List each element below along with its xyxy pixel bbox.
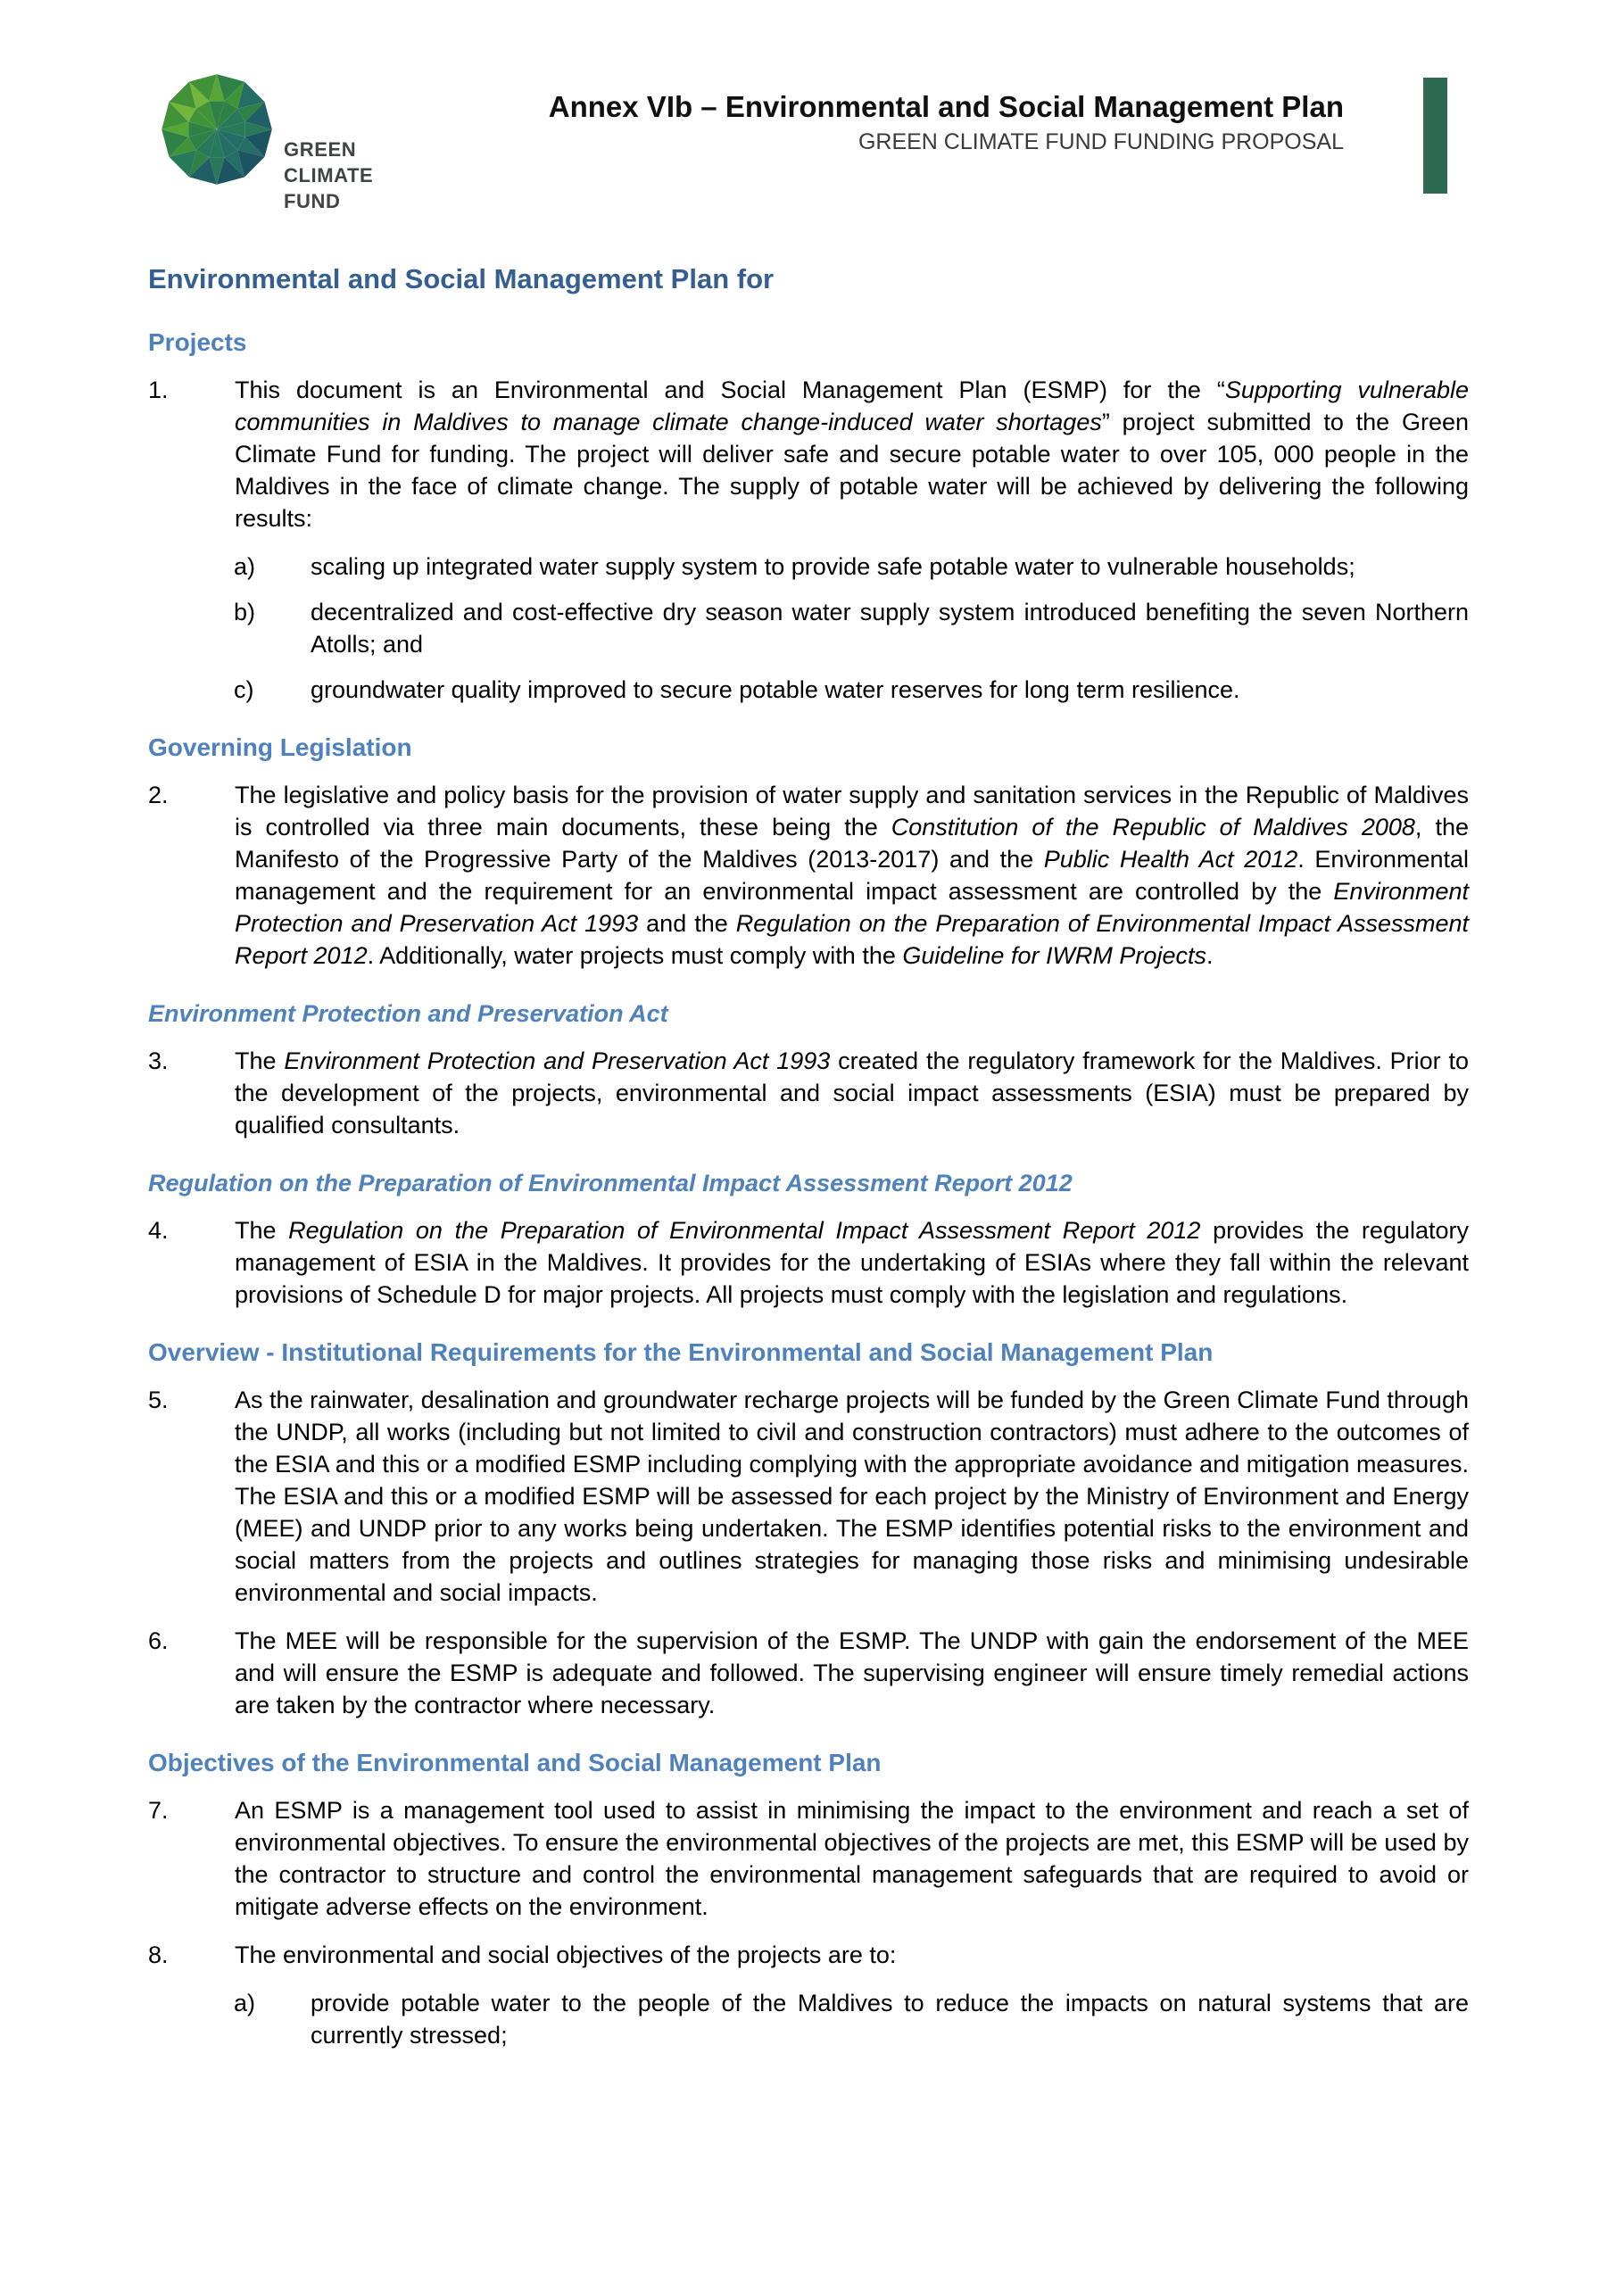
section-heading-projects: Projects [148,328,247,356]
paragraph-number: 7. [148,1797,169,1824]
paragraph-text: The environmental and social objectives of the projects are to: [235,1941,897,1968]
paragraph-number: 6. [148,1627,169,1654]
list-item [148,1987,1469,2051]
section-heading-governing-legislation: Governing Legislation [148,733,412,761]
paragraph-text: The Environment Protection and Preservation Act 1993 created the regulatory framework for the Maldives. Prior to the development of the projects, environmental and social impact assessments (ESIA) must be prepared by qualified consultants. [235,1047,1470,1138]
paragraph-number: 1. [148,377,169,403]
numbered-paragraph [148,1939,1469,1971]
gcf-logo-line: GREEN [284,138,357,161]
list-label: a) [234,553,256,580]
numbered-paragraph [148,1384,1469,1609]
paragraph-number: 2. [148,782,169,808]
numbered-paragraph [148,1625,1469,1721]
annex-title: Annex VIb – Environmental and Social Management Plan [548,90,1344,123]
numbered-paragraph [148,1214,1469,1311]
paragraph-text: The Regulation on the Preparation of Environmental Impact Assessment Report 2012 provides the regulatory management of ESIA in the Maldives. It provides for the undertaking of ESIAs where they fall within the relevant provisions of Schedule D for major projects. All projects must comply with the legislation and regulations. [235,1217,1470,1308]
paragraph-number: 8. [148,1941,169,1968]
list-text: provide potable water to the people of the Maldives to reduce the impacts on natural systems that are currently stressed; [311,1990,1469,2049]
paragraph-number: 3. [148,1047,169,1074]
subsection-heading-eppa: Environment Protection and Preservation Act [148,1000,668,1027]
gcf-logo-line: FUND [284,190,341,212]
paragraph-text: An ESMP is a management tool used to assist in minimising the impact to the environment and reach a set of environmental objectives. To ensure the environmental objectives of the projects are met, this ESMP will be used by the contractor to structure and control the environmental management safeguards that are required to avoid or mitigate adverse effects on the environment. [235,1797,1469,1920]
numbered-paragraph [148,779,1469,972]
list-item [148,674,1469,706]
list-text: decentralized and cost-effective dry season water supply system introduced benefiting the seven Northern Atolls; and [311,599,1469,658]
paragraph-text: The MEE will be responsible for the supervision of the ESMP. The UNDP with gain the endorsement of the MEE and will ensure the ESMP is adequate and followed. The supervising engineer will ensure timely remedial actions are taken by the contractor where necessary. [235,1627,1469,1718]
paragraph-number: 4. [148,1217,169,1244]
subsection-heading-regulation: Regulation on the Preparation of Environmental Impact Assessment Report 2012 [148,1170,1073,1196]
numbered-paragraph [148,1794,1469,1923]
section-heading-overview: Overview - Institutional Requirements for the Environmental and Social Management Plan [148,1338,1214,1366]
document-body [148,0,1469,2065]
list-label: b) [234,599,256,625]
paragraph-number: 5. [148,1387,169,1413]
paragraph-text: As the rainwater, desalination and groundwater recharge projects will be funded by the Green Climate Fund through the UNDP, all works (including but not limited to civil and construction contractors) must adhere to the outcomes of the ESIA and this or a modified ESMP including complying with the appropriate avoidance and mitigation measures. The ESIA and this or a modified ESMP will be assessed for each project by the Ministry of Environment and Energy (MEE) and UNDP prior to any works being undertaken. The ESMP identifies potential risks to the environment and social matters from the projects and outlines strategies for managing those risks and minimising undesirable environmental and social impacts. [235,1387,1469,1606]
annex-subtitle: GREEN CLIMATE FUND FUNDING PROPOSAL [858,129,1344,154]
list-item [148,551,1469,583]
list-text: scaling up integrated water supply system to provide safe potable water to vulnerable households; [311,553,1355,580]
paragraph-text: The legislative and policy basis for the provision of water supply and sanitation services in the Republic of Maldives is controlled via three main documents, these being the Constitution of the Republic of Maldives 2008, the Manifesto of the Progressive Party of the Maldives (2013-2017) and the Public Health Act 2012. Environmental management and the requirement for an environmental impact assessment are controlled by the Environment Protection and Preservation Act 1993 and the Regulation on the Preparation of Environmental Impact Assessment Report 2012. Additionally, water projects must comply with the Guideline for IWRM Projects. [235,782,1470,969]
numbered-paragraph [148,374,1469,534]
list-label: a) [234,1990,256,2016]
section-heading-objectives: Objectives of the Environmental and Social Management Plan [148,1749,882,1776]
list-text: groundwater quality improved to secure potable water reserves for long term resilience. [311,676,1240,703]
list-label: c) [234,676,254,703]
numbered-paragraph [148,1045,1469,1141]
list-item [148,596,1469,660]
gcf-logo-line: CLIMATE [284,164,374,186]
paragraph-text: This document is an Environmental and Social Management Plan (ESMP) for the “Supporting vulnerable communities in Maldives to manage climate change-induced water shortages” project submitted to the Green Climate Fund for funding. The project will deliver safe and secure potable water to over 105, 000 people in the Maldives in the face of climate change. The supply of potable water will be achieved by delivering the following results: [235,377,1470,532]
page-title: Environmental and Social Management Plan for [148,263,775,294]
